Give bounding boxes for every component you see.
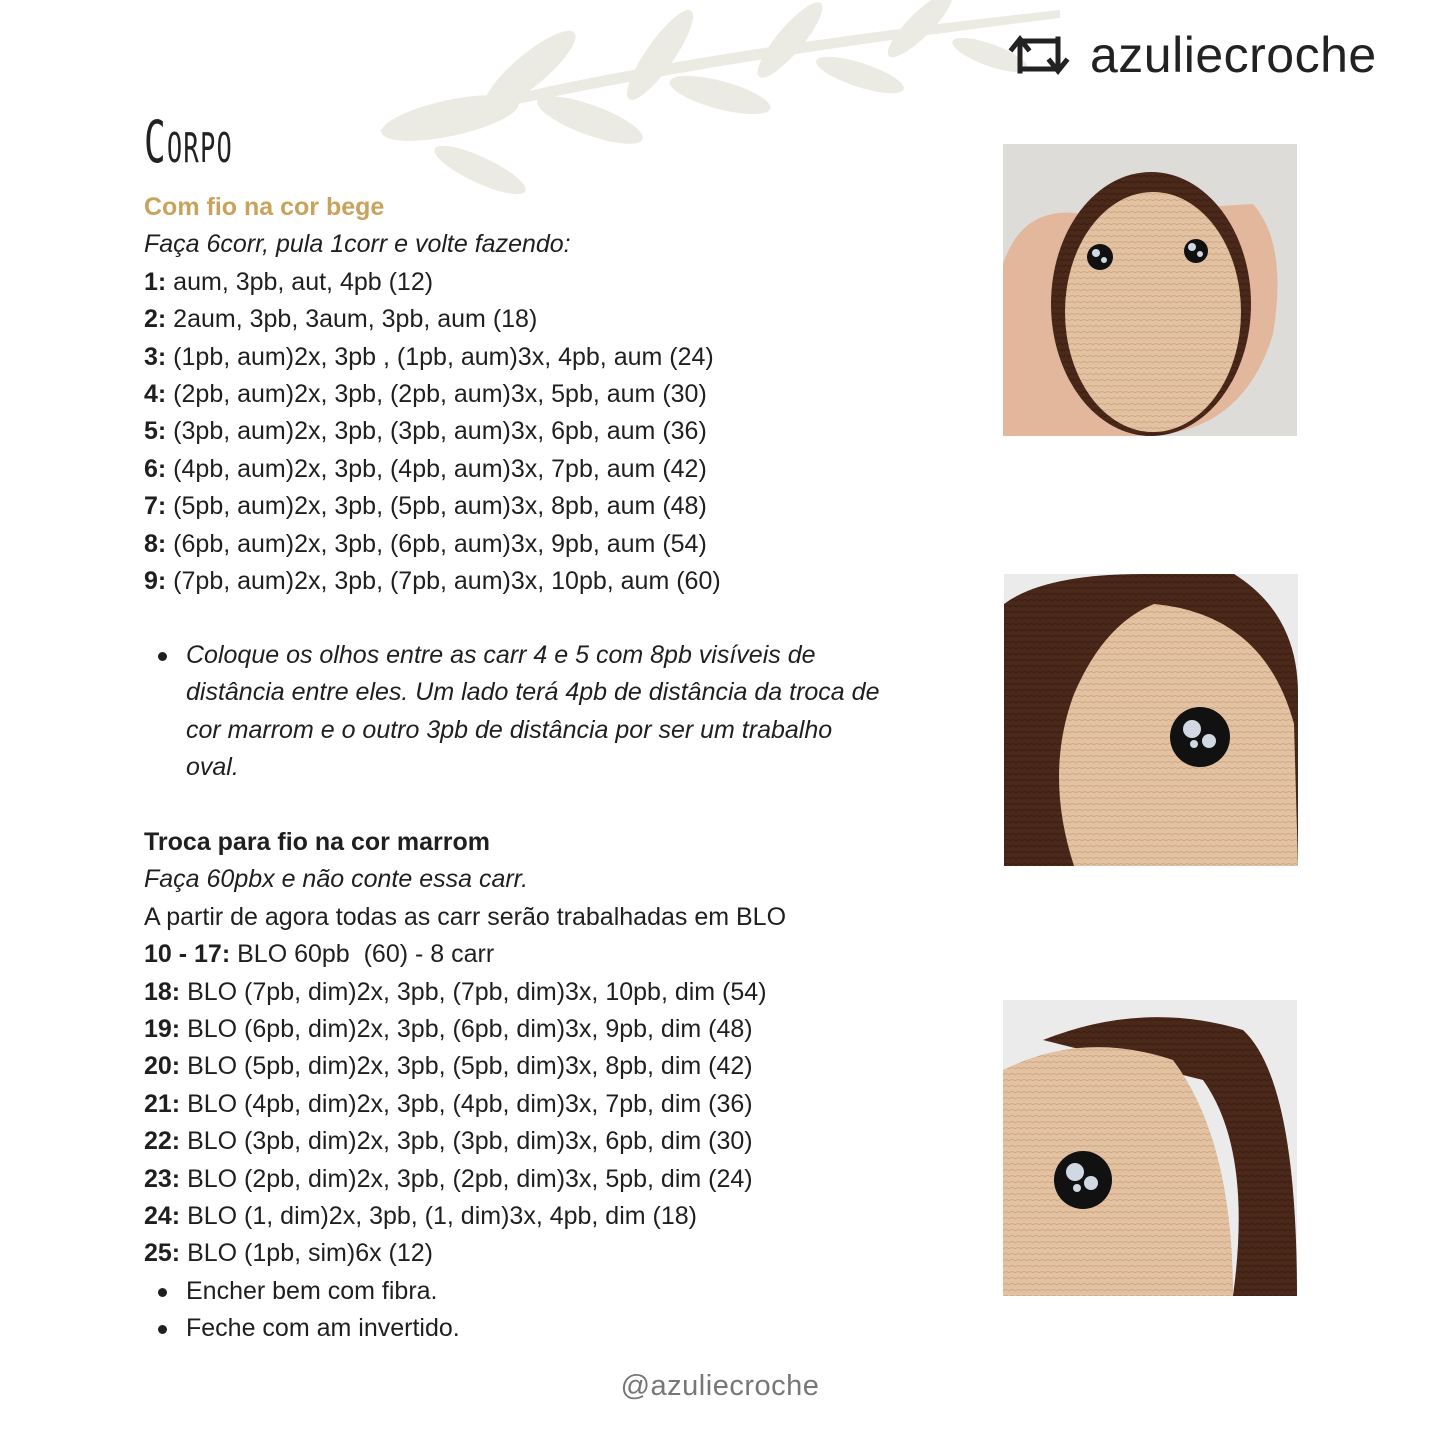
round-number: 4: xyxy=(144,380,167,409)
round-instructions: BLO (3pb, dim)2x, 3pb, (3pb, dim)3x, 6pb, dim (30) xyxy=(180,1127,753,1156)
round-number: 9: xyxy=(144,567,167,596)
round-instructions: aum, 3pb, aut, 4pb (12) xyxy=(166,267,434,296)
round-number: 1: xyxy=(144,267,167,296)
round-number: 18: xyxy=(144,977,181,1006)
round-instructions: BLO (4pb, dim)2x, 3pb, (4pb, dim)3x, 7pb, dim (36) xyxy=(180,1089,753,1118)
section-brown xyxy=(144,824,904,1348)
photo-side-closeup xyxy=(1004,574,1298,866)
eye-placement-note: Coloque os olhos entre as carr 4 e 5 com 8pb visíveis de distância entre eles. Um lado terá 4pb de distância da troca de cor marrom e o outro 3pb de distância por ser um trabalho oval. xyxy=(144,637,884,787)
photo-body-front xyxy=(1003,144,1297,436)
rounds-list xyxy=(144,264,904,601)
round-line xyxy=(144,451,904,488)
round-number: 20: xyxy=(144,1052,181,1081)
finish-bullets xyxy=(144,1273,904,1348)
round-line xyxy=(144,563,904,600)
round-instructions: (2pb, aum)2x, 3pb, (2pb, aum)3x, 5pb, aum (30) xyxy=(166,380,707,409)
round-line xyxy=(144,264,904,301)
page-title: Corpo xyxy=(144,108,234,176)
round-line xyxy=(144,413,904,450)
round-number: 19: xyxy=(144,1015,181,1044)
round-number: 3: xyxy=(144,342,167,371)
photo-other-side-closeup xyxy=(1003,1000,1297,1296)
round-number: 7: xyxy=(144,492,167,521)
round-instructions: (6pb, aum)2x, 3pb, (6pb, aum)3x, 9pb, aum (54) xyxy=(166,529,707,558)
round-line xyxy=(144,1011,904,1048)
round-number: 10 - 17: xyxy=(144,940,231,969)
round-line xyxy=(144,1235,904,1272)
round-line xyxy=(144,339,904,376)
round-instructions: BLO (5pb, dim)2x, 3pb, (5pb, dim)3x, 8pb, dim (42) xyxy=(180,1052,753,1081)
section-info: A partir de agora todas as carr serão trabalhadas em BLO xyxy=(144,902,787,931)
round-number: 24: xyxy=(144,1202,181,1231)
round-number: 22: xyxy=(144,1127,181,1156)
round-instructions: BLO (1pb, sim)6x (12) xyxy=(180,1239,433,1268)
round-instructions: (1pb, aum)2x, 3pb , (1pb, aum)3x, 4pb, aum (24) xyxy=(166,342,714,371)
round-instructions: (3pb, aum)2x, 3pb, (3pb, aum)3x, 6pb, aum (36) xyxy=(166,417,707,446)
round-line xyxy=(144,974,904,1011)
repost-icon[interactable] xyxy=(1006,31,1072,79)
finish-bullet: Feche com am invertido. xyxy=(144,1310,904,1347)
round-line xyxy=(144,526,904,563)
round-number: 21: xyxy=(144,1089,181,1118)
footer-handle: @azuliecroche xyxy=(620,1370,820,1402)
round-instructions: BLO (1, dim)2x, 3pb, (1, dim)3x, 4pb, dim (18) xyxy=(180,1202,697,1231)
round-number: 6: xyxy=(144,454,167,483)
round-instructions: 2aum, 3pb, 3aum, 3pb, aum (18) xyxy=(166,305,538,334)
round-line xyxy=(144,1086,904,1123)
finish-bullet: Encher bem com fibra. xyxy=(144,1273,904,1310)
section-beige xyxy=(144,189,904,600)
round-number: 2: xyxy=(144,305,167,334)
rounds-list xyxy=(144,936,904,1273)
round-instructions: BLO (6pb, dim)2x, 3pb, (6pb, dim)3x, 9pb, dim (48) xyxy=(180,1015,753,1044)
round-line xyxy=(144,1161,904,1198)
round-instructions: (7pb, aum)2x, 3pb, (7pb, aum)3x, 10pb, aum (60) xyxy=(166,567,721,596)
round-instructions: (4pb, aum)2x, 3pb, (4pb, aum)3x, 7pb, aum (42) xyxy=(166,454,707,483)
round-number: 23: xyxy=(144,1164,181,1193)
leaf-branch-icon xyxy=(360,0,1060,220)
round-instructions: BLO 60pb (60) - 8 carr xyxy=(230,940,495,969)
section-intro: Faça 60pbx e não conte essa carr. xyxy=(144,865,529,894)
round-instructions: BLO (7pb, dim)2x, 3pb, (7pb, dim)3x, 10pb, dim (54) xyxy=(180,977,767,1006)
section-intro: Faça 6corr, pula 1corr e volte fazendo: xyxy=(144,230,571,259)
section-subtitle: Com fio na cor bege xyxy=(144,193,385,221)
round-line xyxy=(144,1048,904,1085)
section-subtitle: Troca para fio na cor marrom xyxy=(144,828,490,856)
round-number: 8: xyxy=(144,529,167,558)
round-instructions: BLO (2pb, dim)2x, 3pb, (2pb, dim)3x, 5pb, dim (24) xyxy=(180,1164,753,1193)
round-line xyxy=(144,1123,904,1160)
round-number: 5: xyxy=(144,417,167,446)
round-instructions: (5pb, aum)2x, 3pb, (5pb, aum)3x, 8pb, aum (48) xyxy=(166,492,707,521)
round-line xyxy=(144,936,904,973)
repost-header xyxy=(1006,26,1377,84)
round-line xyxy=(144,488,904,525)
round-number: 25: xyxy=(144,1239,181,1268)
round-line xyxy=(144,376,904,413)
eye-note xyxy=(144,637,884,787)
round-line xyxy=(144,301,904,338)
repost-username[interactable]: azuliecroche xyxy=(1090,27,1377,83)
round-line xyxy=(144,1198,904,1235)
